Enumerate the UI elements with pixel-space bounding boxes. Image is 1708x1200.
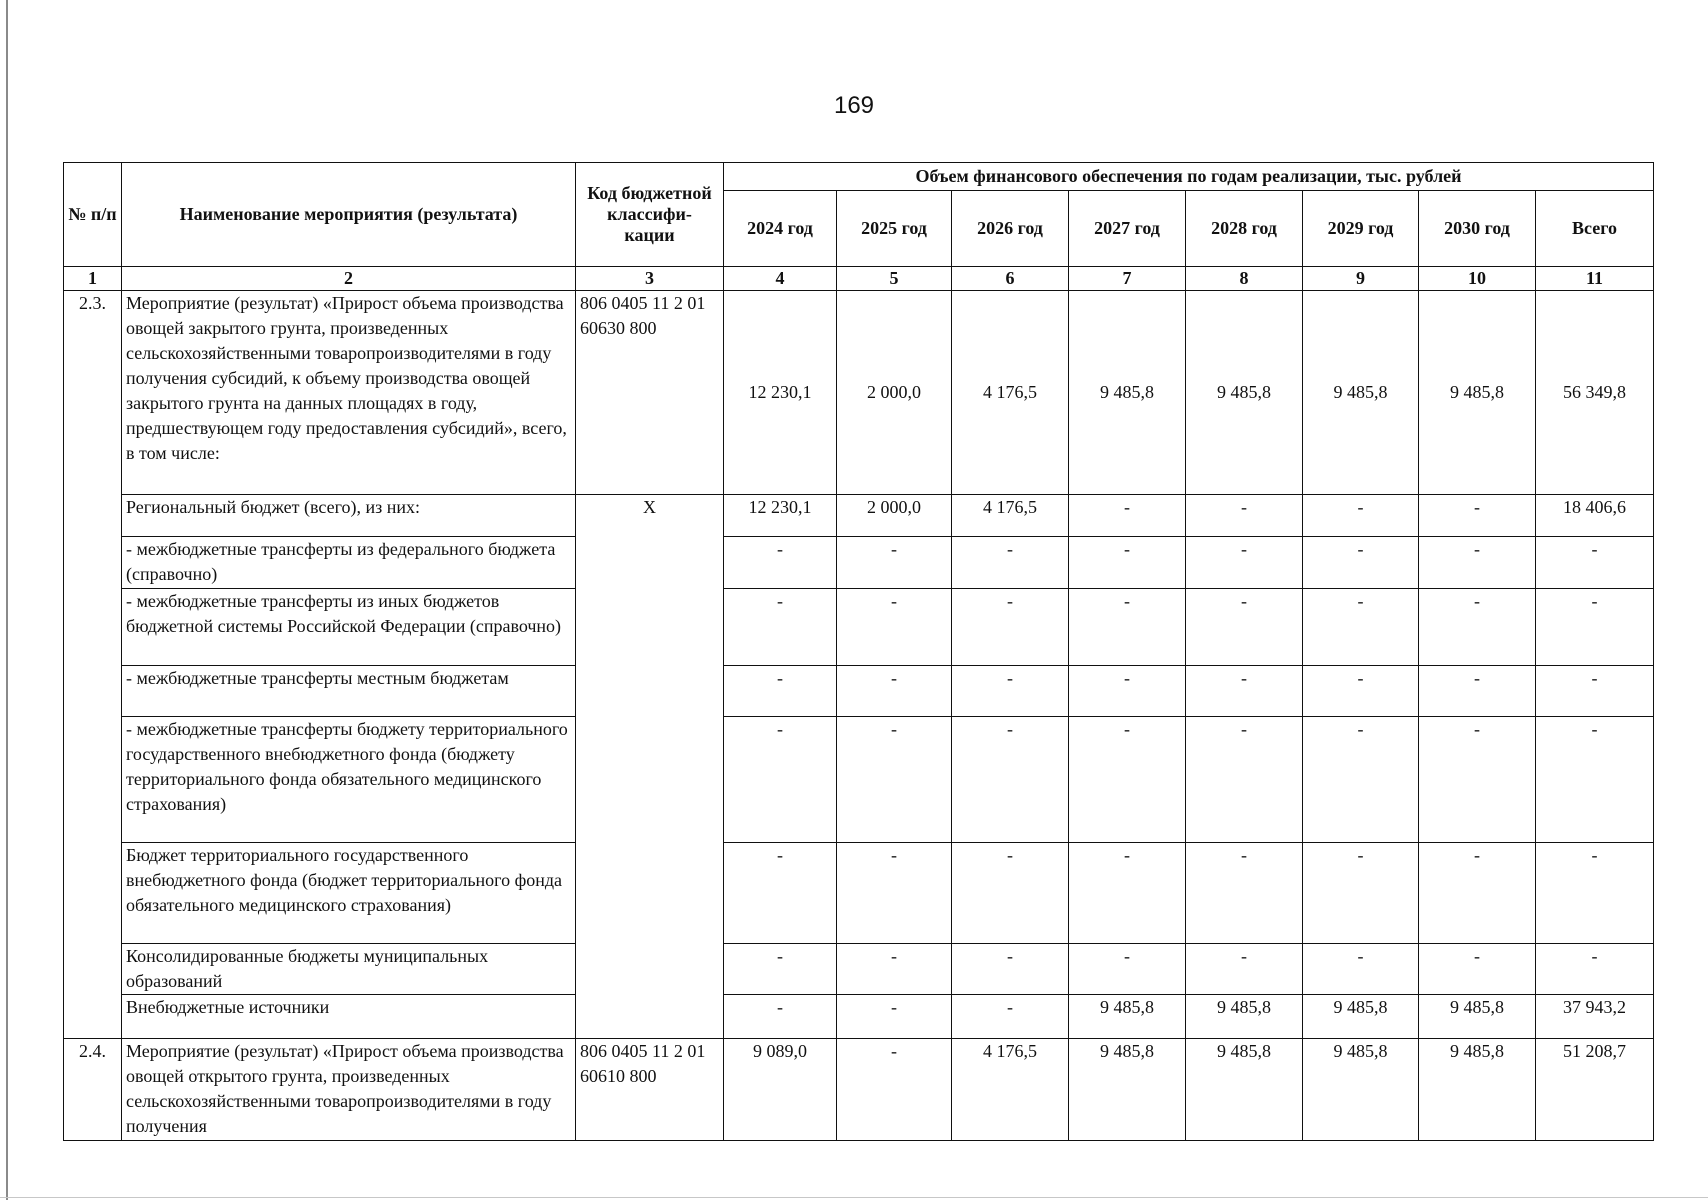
- value-total: 37 943,2: [1536, 995, 1654, 1039]
- value-2025: -: [837, 717, 952, 843]
- value-2024: -: [724, 843, 837, 944]
- header-year-2025: 2025 год: [837, 191, 952, 267]
- value-2028: -: [1186, 944, 1303, 995]
- value-2026: 4 176,5: [952, 495, 1069, 537]
- value-2030: -: [1419, 717, 1536, 843]
- value-2026: -: [952, 995, 1069, 1039]
- source-name: Консолидированные бюджеты муниципальных образований: [122, 944, 576, 995]
- value-2026: -: [952, 944, 1069, 995]
- header-year-2028: 2028 год: [1186, 191, 1303, 267]
- value-2027: -: [1069, 537, 1186, 589]
- header-name: Наименование мероприятия (результата): [122, 163, 576, 267]
- value-2024: -: [724, 995, 837, 1039]
- col-number: 11: [1536, 267, 1654, 291]
- value-2029: -: [1303, 537, 1419, 589]
- header-year-2024: 2024 год: [724, 191, 837, 267]
- budget-code: 806 0405 11 2 01 60630 800: [576, 291, 724, 495]
- value-2027: -: [1069, 717, 1186, 843]
- table-row: [64, 589, 1654, 666]
- col-number: 10: [1419, 267, 1536, 291]
- value-total: -: [1536, 843, 1654, 944]
- value-2025: -: [837, 995, 952, 1039]
- header-year-2030: 2030 год: [1419, 191, 1536, 267]
- value-2030: -: [1419, 944, 1536, 995]
- value-2025: -: [837, 666, 952, 717]
- col-number: 5: [837, 267, 952, 291]
- source-name: - межбюджетные трансферты бюджету территориального государственного внебюджетного фонда (бюджету территориального фонда обязательного медицинского страхования): [122, 717, 576, 843]
- header-year-2029: 2029 год: [1303, 191, 1419, 267]
- value-2025: -: [837, 843, 952, 944]
- value-2026: 4 176,5: [952, 1039, 1069, 1141]
- value-2024: 12 230,1: [724, 291, 837, 495]
- value-2030: 9 485,8: [1419, 291, 1536, 495]
- value-total: 51 208,7: [1536, 1039, 1654, 1141]
- row-number: 2.4.: [64, 1039, 122, 1141]
- value-2027: -: [1069, 495, 1186, 537]
- value-2027: -: [1069, 589, 1186, 666]
- value-2024: -: [724, 537, 837, 589]
- value-2024: 9 089,0: [724, 1039, 837, 1141]
- value-2027: 9 485,8: [1069, 995, 1186, 1039]
- value-2029: -: [1303, 666, 1419, 717]
- value-2028: -: [1186, 843, 1303, 944]
- value-2026: -: [952, 843, 1069, 944]
- table-row: [64, 291, 1654, 495]
- header-year-2026: 2026 год: [952, 191, 1069, 267]
- value-2027: 9 485,8: [1069, 291, 1186, 495]
- header-total: Всего: [1536, 191, 1654, 267]
- table-row: [64, 495, 1654, 537]
- table-row: [64, 666, 1654, 717]
- value-2029: 9 485,8: [1303, 995, 1419, 1039]
- value-2025: 2 000,0: [837, 291, 952, 495]
- value-total: -: [1536, 717, 1654, 843]
- header-year-2027: 2027 год: [1069, 191, 1186, 267]
- value-2030: -: [1419, 495, 1536, 537]
- col-number: 4: [724, 267, 837, 291]
- col-number: 7: [1069, 267, 1186, 291]
- header-code: Код бюджетной классифи- кации: [576, 163, 724, 267]
- value-total: 18 406,6: [1536, 495, 1654, 537]
- value-2024: -: [724, 666, 837, 717]
- source-name: - межбюджетные трансферты местным бюджетам: [122, 666, 576, 717]
- value-2024: 12 230,1: [724, 495, 837, 537]
- col-number: 6: [952, 267, 1069, 291]
- value-2029: -: [1303, 944, 1419, 995]
- value-2030: -: [1419, 666, 1536, 717]
- source-name: Бюджет территориального государственного внебюджетного фонда (бюджет территориального фонда обязательного медицинского страхования): [122, 843, 576, 944]
- source-name: Региональный бюджет (всего), из них:: [122, 495, 576, 537]
- value-2027: -: [1069, 843, 1186, 944]
- value-2024: -: [724, 944, 837, 995]
- budget-table: [63, 162, 1654, 1141]
- value-2025: -: [837, 944, 952, 995]
- value-2024: -: [724, 717, 837, 843]
- value-total: -: [1536, 537, 1654, 589]
- measure-name: Мероприятие (результат) «Прирост объема производства овощей открытого грунта, произведенных сельскохозяйственными товаропроизводителями в году получения: [122, 1039, 576, 1141]
- value-2030: 9 485,8: [1419, 995, 1536, 1039]
- value-2025: 2 000,0: [837, 495, 952, 537]
- value-2028: -: [1186, 666, 1303, 717]
- budget-code: 806 0405 11 2 01 60610 800: [576, 1039, 724, 1141]
- col-number: 8: [1186, 267, 1303, 291]
- col-number: 9: [1303, 267, 1419, 291]
- value-2025: -: [837, 1039, 952, 1141]
- budget-code-x: X: [576, 495, 724, 1039]
- value-2029: -: [1303, 717, 1419, 843]
- source-name: Внебюджетные источники: [122, 995, 576, 1039]
- value-2030: 9 485,8: [1419, 1039, 1536, 1141]
- value-2028: 9 485,8: [1186, 995, 1303, 1039]
- col-number: 2: [122, 267, 576, 291]
- table-row: [64, 995, 1654, 1039]
- value-total: -: [1536, 944, 1654, 995]
- table-row: [64, 717, 1654, 843]
- source-name: - межбюджетные трансферты из федерального бюджета (справочно): [122, 537, 576, 589]
- value-2028: -: [1186, 717, 1303, 843]
- value-2030: -: [1419, 537, 1536, 589]
- value-2030: -: [1419, 589, 1536, 666]
- header-funding-group: Объем финансового обеспечения по годам реализации, тыс. рублей: [724, 163, 1654, 191]
- col-number: 3: [576, 267, 724, 291]
- value-2024: -: [724, 589, 837, 666]
- value-2029: -: [1303, 495, 1419, 537]
- source-name: - межбюджетные трансферты из иных бюджетов бюджетной системы Российской Федерации (справочно): [122, 589, 576, 666]
- value-2027: 9 485,8: [1069, 1039, 1186, 1141]
- value-2026: -: [952, 717, 1069, 843]
- value-total: 56 349,8: [1536, 291, 1654, 495]
- value-2025: -: [837, 589, 952, 666]
- row-number: 2.3.: [64, 291, 122, 1039]
- value-2028: -: [1186, 537, 1303, 589]
- value-2030: -: [1419, 843, 1536, 944]
- measure-name: Мероприятие (результат) «Прирост объема производства овощей закрытого грунта, произведенных сельскохозяйственными товаропроизводителями в году получения субсидий, к объему производства овощей закрытого грунта на данных площадях в году, предшествующем году предоставления субсидий», всего, в том числе:: [122, 291, 576, 495]
- value-2028: 9 485,8: [1186, 1039, 1303, 1141]
- value-total: -: [1536, 589, 1654, 666]
- value-2027: -: [1069, 944, 1186, 995]
- table-row: [64, 1039, 1654, 1141]
- table-row: [64, 537, 1654, 589]
- value-2026: -: [952, 666, 1069, 717]
- table-row: [64, 843, 1654, 944]
- value-2028: -: [1186, 495, 1303, 537]
- table-row: [64, 944, 1654, 995]
- value-2026: -: [952, 537, 1069, 589]
- page-number: 169: [833, 92, 875, 119]
- col-number: 1: [64, 267, 122, 291]
- value-total: -: [1536, 666, 1654, 717]
- value-2029: 9 485,8: [1303, 1039, 1419, 1141]
- scan-edge-line: [6, 0, 8, 1200]
- value-2026: 4 176,5: [952, 291, 1069, 495]
- value-2026: -: [952, 589, 1069, 666]
- scan-bottom-line: [0, 1197, 1708, 1198]
- value-2029: 9 485,8: [1303, 291, 1419, 495]
- value-2028: 9 485,8: [1186, 291, 1303, 495]
- header-no: № п/п: [64, 163, 122, 267]
- value-2028: -: [1186, 589, 1303, 666]
- value-2027: -: [1069, 666, 1186, 717]
- value-2029: -: [1303, 843, 1419, 944]
- value-2029: -: [1303, 589, 1419, 666]
- value-2025: -: [837, 537, 952, 589]
